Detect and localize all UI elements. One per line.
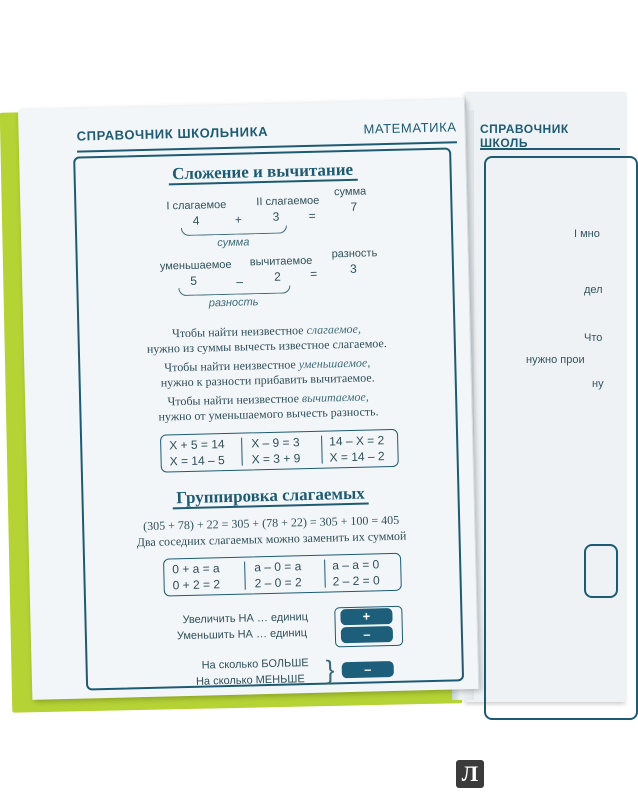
difference-brace-label: разность: [208, 296, 259, 310]
identity: 0 + 2 = 2: [172, 577, 221, 593]
right-page-box: [584, 544, 618, 598]
increase-label: Увеличить НА … единиц: [182, 611, 309, 627]
minus-button: –: [341, 626, 393, 643]
identity: 2 – 0 = 2: [254, 575, 302, 591]
right-page-text: I мно: [574, 228, 600, 240]
difference-label: разность: [331, 247, 378, 261]
equations-box: [160, 429, 399, 473]
equation: X – 9 = 3: [251, 435, 300, 451]
header-book-title: СПРАВОЧНИК ШКОЛЬНИКА: [76, 123, 269, 144]
section-title-addition: Сложение и вычитание: [75, 157, 449, 186]
content-frame: [73, 147, 464, 690]
curly-brace: }: [325, 654, 335, 685]
rule-addend: Чтобы найти неизвестное слагаемое, нужно из суммы вычесть известное слагаемое.: [146, 321, 387, 356]
sum-value: 7: [350, 199, 358, 214]
identity: a – 0 = a: [254, 559, 302, 575]
header-subject: МАТЕМАТИКА: [363, 119, 457, 137]
page-header: [76, 117, 457, 152]
equation: X = 14 – 5: [169, 453, 225, 469]
right-page-text: Что: [584, 332, 603, 344]
sum-label: сумма: [333, 185, 367, 199]
rule-minuend: Чтобы найти неизвестное уменьшаемое, нужно к разности прибавить вычитаемое.: [160, 355, 375, 390]
column-divider: [324, 560, 326, 588]
identity: 0 + a = a: [172, 561, 220, 577]
column-divider: [321, 436, 323, 464]
term2-label: II слагаемое: [256, 194, 320, 209]
right-page-text: нужно прои: [526, 354, 585, 366]
rule-subtrahend-term: вычитаемое,: [301, 389, 369, 406]
plus-button: +: [340, 608, 392, 625]
right-page-text: ну: [592, 378, 604, 390]
column-divider: [244, 562, 246, 590]
difference-brace: [178, 285, 290, 296]
equals-sign: =: [308, 208, 316, 223]
addend-2: 3: [272, 209, 280, 224]
identity: a – a = 0: [332, 557, 380, 573]
grouping-formula: (305 + 78) + 22 = 305 + (78 + 22) = 305 + 100 = 405: [142, 512, 400, 534]
right-page-frame: [484, 156, 638, 720]
equation: X = 3 + 9: [251, 451, 301, 467]
equation: X + 5 = 14: [169, 437, 225, 453]
rule-addend-term: слагаемое,: [306, 321, 362, 338]
identities-box: [163, 553, 402, 597]
right-page-header: СПРАВОЧНИК ШКОЛЬ: [480, 122, 620, 150]
difference-value: 3: [349, 261, 357, 276]
subtrahend-label: вычитаемое: [249, 254, 313, 269]
rule-subtrahend: Чтобы найти неизвестное вычитаемое, нужно от уменьшаемого вычесть разность.: [158, 389, 379, 424]
difference-button: –: [342, 661, 394, 678]
plus-sign: +: [234, 212, 242, 227]
grouping-note: Два соседних слагаемых можно заменить их суммой: [136, 528, 407, 550]
section-title-grouping: Группировка слагаемых: [83, 481, 457, 510]
less-label: На сколько МЕНЬШЕ: [195, 673, 305, 688]
left-page: [18, 99, 479, 700]
term1-label: I слагаемое: [166, 198, 227, 213]
right-page-text: дел: [584, 284, 603, 296]
equals-sign: =: [309, 266, 318, 281]
sum-brace-label: сумма: [217, 236, 250, 250]
publisher-logo: Л: [456, 760, 484, 788]
identity: 2 – 2 = 0: [332, 573, 380, 589]
sum-brace: [181, 225, 287, 236]
addend-1: 4: [192, 213, 200, 228]
column-divider: [241, 438, 243, 466]
minuend-label: уменьшаемое: [159, 258, 232, 273]
equation: X = 14 – 2: [329, 449, 385, 465]
minus-sign: –: [236, 274, 244, 289]
rule-minuend-term: уменьшаемое,: [298, 355, 371, 372]
subtrahend-value: 2: [273, 269, 282, 284]
minuend-value: 5: [190, 273, 198, 288]
equation: 14 – X = 2: [329, 433, 385, 449]
decrease-label: Уменьшить НА … единиц: [176, 627, 308, 643]
right-page: [466, 92, 626, 702]
more-label: На сколько БОЛЬШЕ: [201, 657, 309, 672]
